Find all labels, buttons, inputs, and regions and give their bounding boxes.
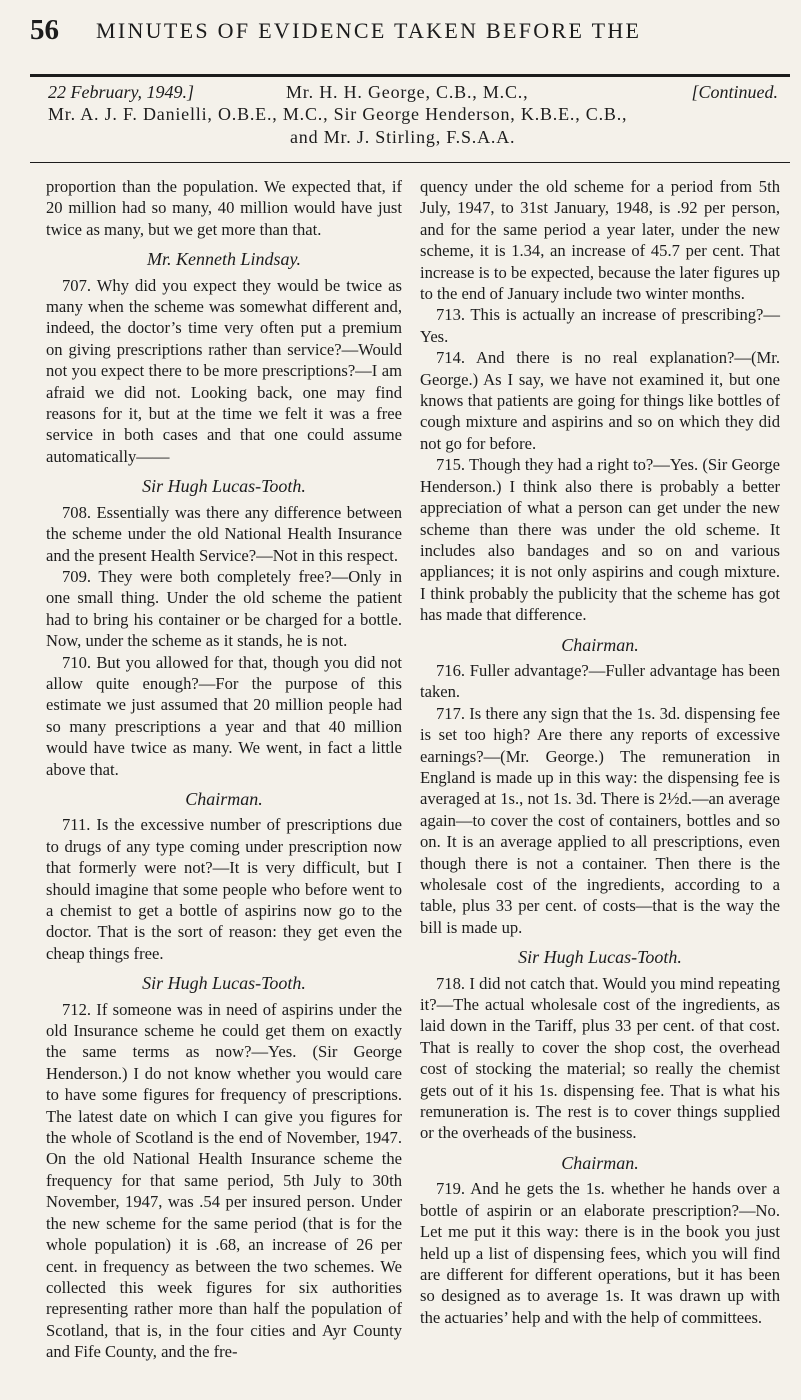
question-713: 713. This is actually an increase of prescribing?—Yes. xyxy=(420,305,780,346)
continued-marker: [Continued. xyxy=(691,82,778,102)
question-718: 718. I did not catch that. Would you mind repeating it?—The actual wholesale cost of the ingredients, as laid down in the Tariff, plus 33 per cent. of that cost. That is really to cover the shop cost, the overhead cost of stocking the material; so really the chemist gets out of it his 1s. dispensing fee. That is what his remuneration is. The rest is to cover things supplied or the overheads of the business. xyxy=(420,973,780,1143)
question-709: 709. They were both completely free?—Only in one small thing. Under the old scheme the patient had to bring his container or be charged for a bottle. Now, under the scheme as it stands, he is not. xyxy=(46,566,402,651)
speaker-heading xyxy=(420,947,780,968)
speaker-heading xyxy=(420,1153,780,1174)
paragraph-continuation: proportion than the population. We expected that, if 20 million had so many, 40 million would have just twice as many, but we get more than that. xyxy=(46,177,402,239)
question-714: 714. And there is no real explanation?—(Mr. George.) As I say, we have not examined it, but one knows that patients are going for things like bottles of cough mixture and aspirins and so on which they did not go for before. xyxy=(420,348,780,453)
question-707: 707. Why did you expect they would be twice as many when the scheme was somewhat different and, indeed, the doctor’s time very often put a premium on giving prescriptions rather than service?—Would not you expect there to be more prescriptions?—I am afraid we did not. Looking back, one may find reasons for it, but at the time we felt it was a free service in both cases and that one could assume automatically—— xyxy=(46,275,402,466)
question-712: 712. If someone was in need of aspirins under the old Insurance scheme he could get them on exactly the same terms as now?—Yes. (Sir George Henderson.) I do not know whether you would care to have some figures for frequency of prescriptions. The latest date on which I can give you figures for the whole of Scotland is the end of November, 1947. On the old National Health Insurance scheme the frequency for that same period, 5th July to 30th November, 1947, was .54 per insured person. Under the new scheme for the same period (that is for the whole population) it is .68, an increase of 26 per cent. in frequency as between the two schemes. We collected this week figures for six authorities representing rather more than half the population of Scotland, that is, in the four cities and Ayr County and Fife County, and the fre- xyxy=(46,999,402,1362)
speaker-name: Sir Hugh Lucas-Tooth. xyxy=(518,947,682,968)
page-number: 56 xyxy=(30,14,59,46)
speaker-name: Mr. Kenneth Lindsay. xyxy=(146,249,301,270)
question-711: 711. Is the excessive number of prescriptions due to drugs of any type coming under prescription now that formerly were not?—It is very difficult, but I should imagine that some people who before went to a chemist to get a bottle of aspirins now go to the doctor. That is the sort of reason: they get even the cheap things free. xyxy=(46,815,402,963)
speaker-heading xyxy=(46,476,402,497)
question-710: 710. But you allowed for that, though you did not allow quite enough?—For the purpose of this estimate we just assumed that 20 million people had so many prescriptions a year and that 40 million would have twice as many. We went, in fact a little above that. xyxy=(46,652,402,779)
speaker-heading xyxy=(420,635,780,656)
left-column xyxy=(46,176,402,1363)
session-date: 22 February, 1949.] xyxy=(48,82,194,102)
running-title: MINUTES OF EVIDENCE TAKEN BEFORE THE xyxy=(96,18,642,43)
question-708: 708. Essentially was there any difference between the scheme under the old National Health Insurance and the present Health Service?—Not in this respect. xyxy=(46,502,402,565)
speaker-heading xyxy=(46,789,402,810)
speaker-heading xyxy=(46,973,402,994)
question-715: 715. Though they had a right to?—Yes. (Sir George Henderson.) I think also there is probably a better appreciation of what a person can get under the new scheme than there was under the old scheme. It includes also bandages and so on and various appliances; it is not only aspirins and cough mixture. I think probably the publicity that the scheme has got has made that difference. xyxy=(420,455,780,625)
witnesses-line-2: Mr. A. J. F. Danielli, O.B.E., M.C., Sir George Henderson, K.B.E., C.B., xyxy=(48,104,628,124)
witnesses-line-1: Mr. H. H. George, C.B., M.C., xyxy=(286,82,529,102)
paragraph-continuation: quency under the old scheme for a period from 5th July, 1947, to 31st January, 1948, is .92 per person, and for the same period a year later, under the new scheme, it is 1.34, an increase of 45.7 per cent. That increase is to be expected, because the later figures up to the end of January include two winter months. xyxy=(420,177,780,304)
witnesses-line-3: and Mr. J. Stirling, F.S.A.A. xyxy=(290,127,516,147)
question-719: 719. And he gets the 1s. whether he hands over a bottle of aspirin or an elaborate prescription?—No. Let me put it this way: there is in the book you just held up a list of dispensing fees, which you will find are different for different operations, but it has been so designed as to average 1s. It was drawn up with the actuaries’ help and with the help of committees. xyxy=(420,1179,780,1327)
speaker-name: Chairman. xyxy=(185,788,263,809)
header-rule-bottom xyxy=(30,162,790,163)
speaker-heading xyxy=(46,249,402,270)
speaker-name: Chairman. xyxy=(561,634,639,655)
question-717: 717. Is there any sign that the 1s. 3d. dispensing fee is set too high? Are there any reports of excessive earnings?—(Mr. George.) The remuneration in England is made up in this way: the dispensing fee is averaged at 1s., not 1s. 3d. There is 2½d.—an average again—to cover the cost of containers, bottles and so on. It is an average applied to all prescriptions, even though there is not a container. Then there is the wholesale cost of the ingredients, according to a table, plus 33 per cent. of costs—that is the way the bill is made up. xyxy=(420,703,780,937)
header-rule-top xyxy=(30,74,790,77)
right-column xyxy=(420,176,780,1328)
running-head xyxy=(30,14,790,54)
question-716: 716. Fuller advantage?—Fuller advantage has been taken. xyxy=(420,660,780,702)
speaker-name: Chairman. xyxy=(561,1152,639,1173)
speaker-name: Sir Hugh Lucas-Tooth. xyxy=(142,476,306,497)
speaker-name: Sir Hugh Lucas-Tooth. xyxy=(142,973,306,994)
